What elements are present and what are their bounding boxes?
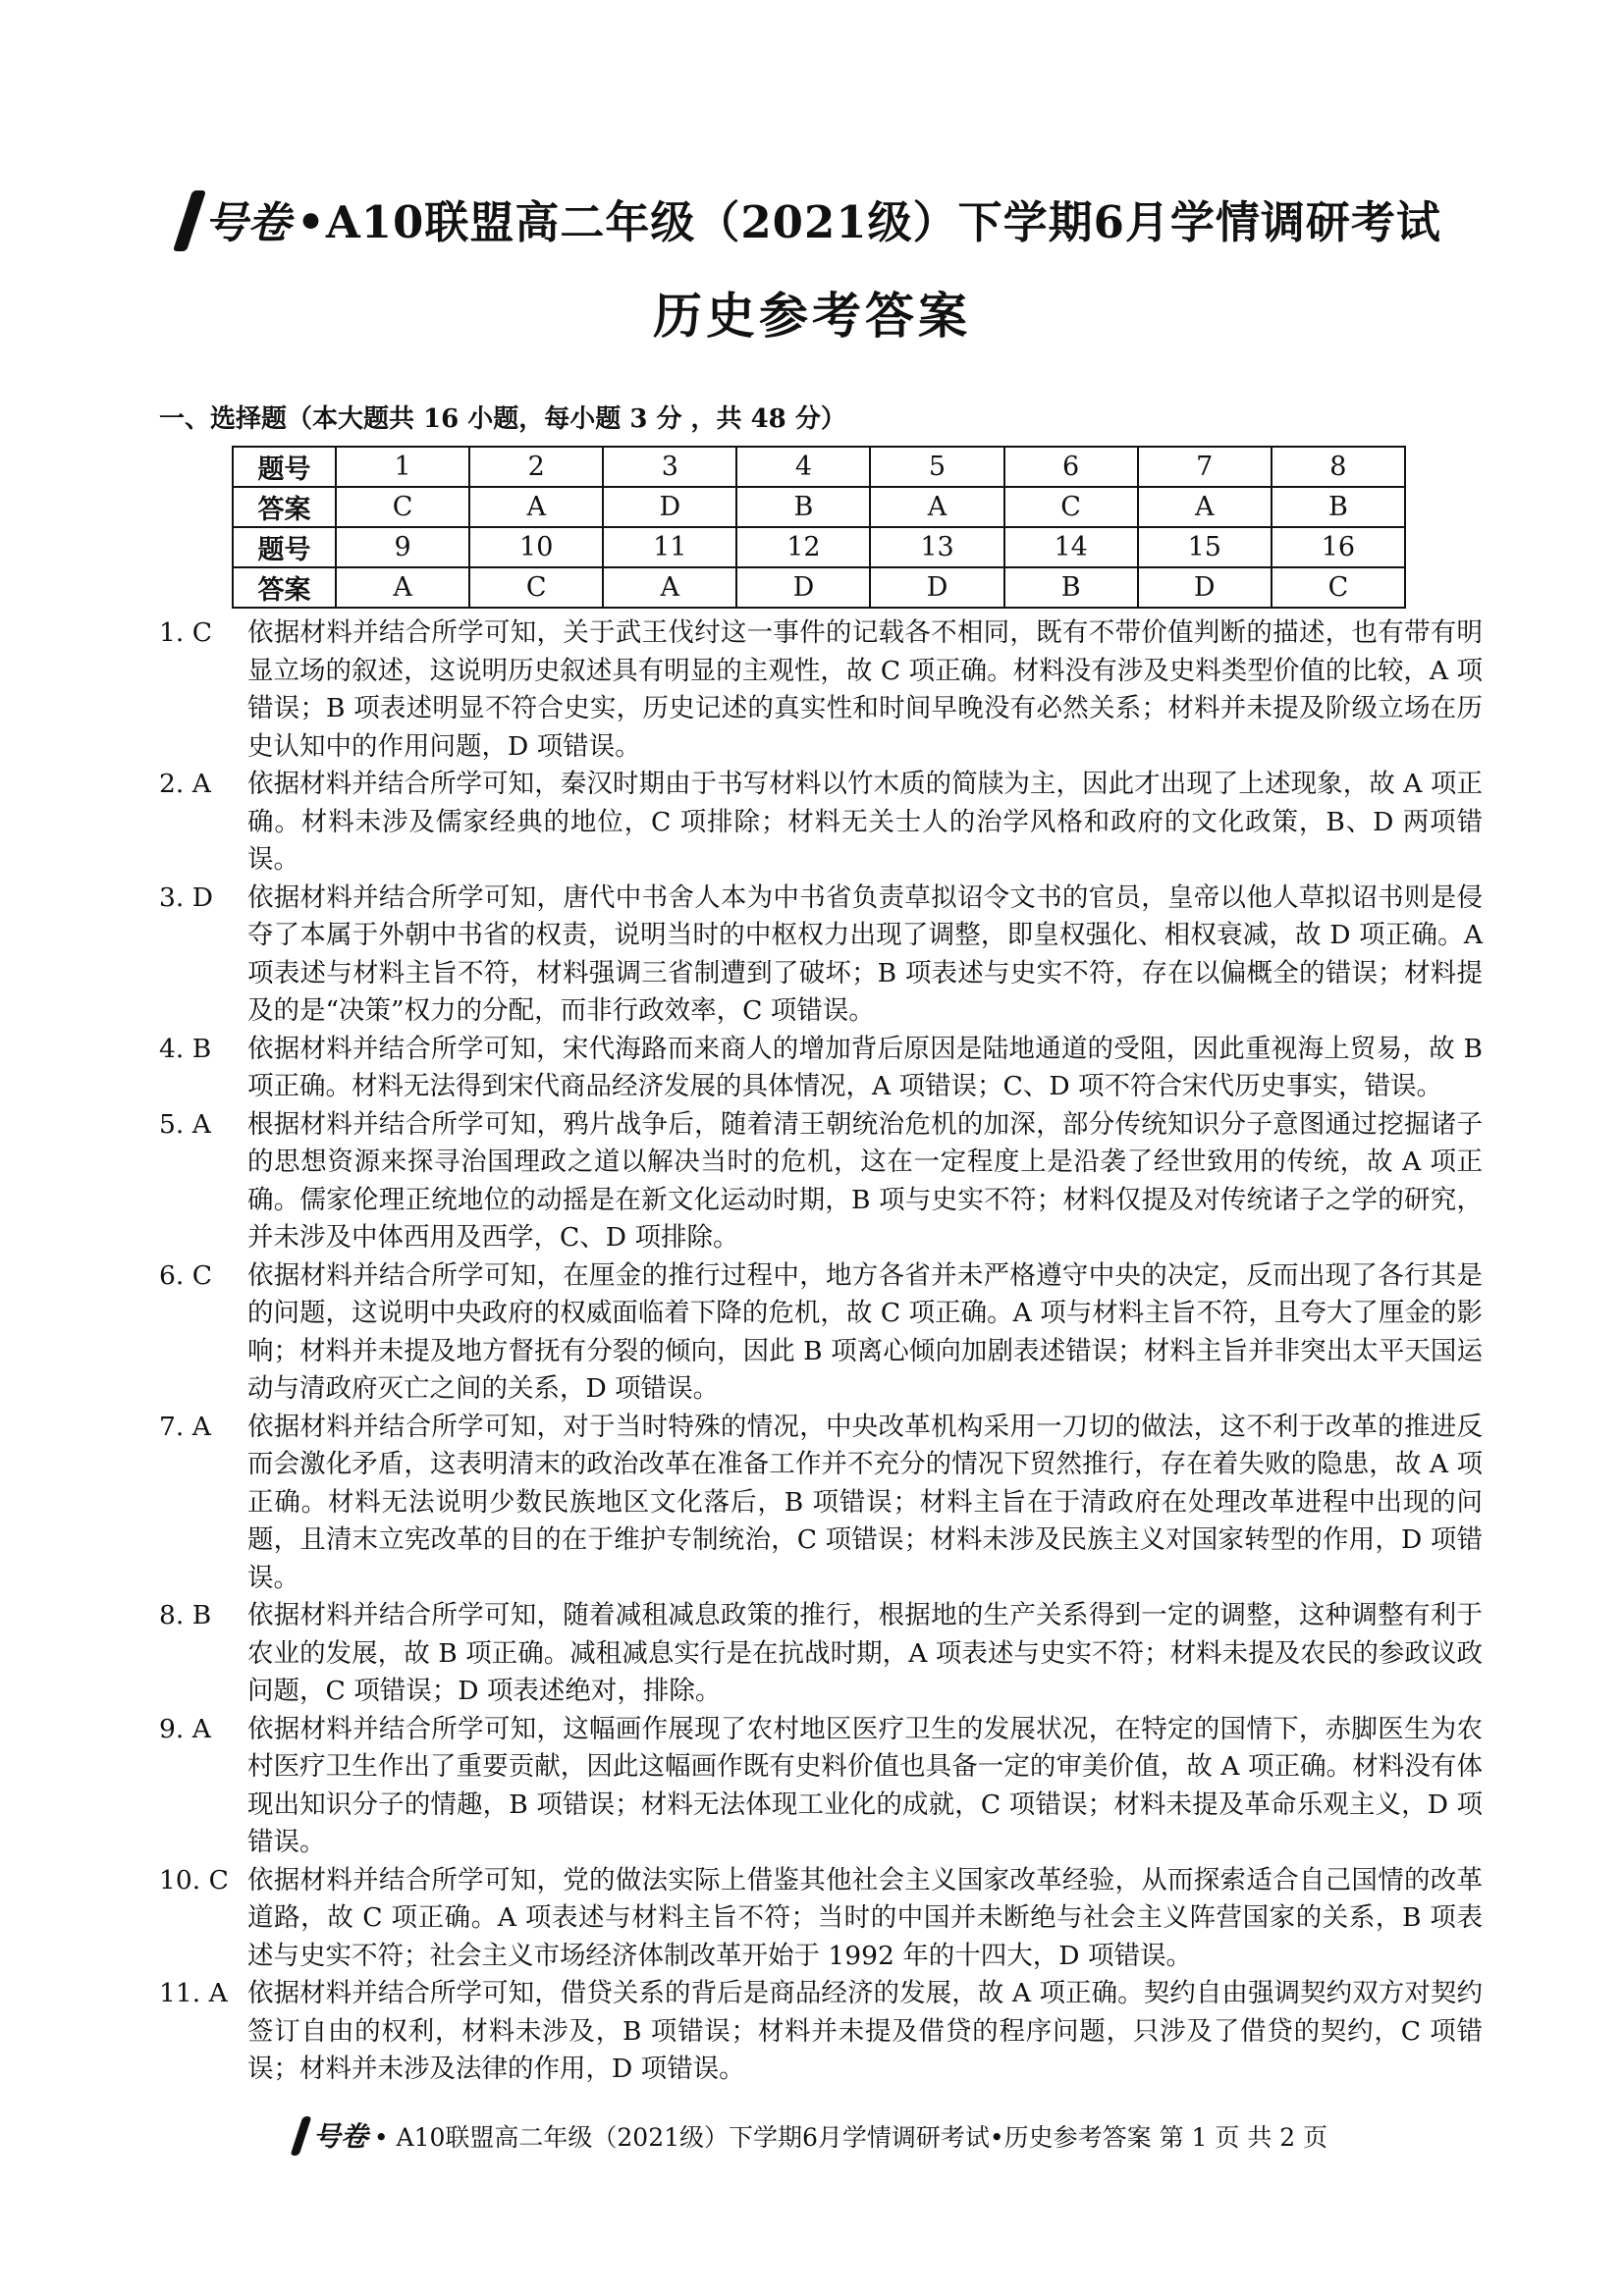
item-text: 依据材料并结合所学可知，借贷关系的背后是商品经济的发展，故 A 项正确。契约自由强调契约双方对契约签订自由的权利，材料未涉及，B 项错误；材料并未提及借贷的程序问题，只涉及了借贷的契约，C 项错误；材料并未涉及法律的作用，D 项错误。 <box>247 1978 1483 2084</box>
answer-cell: D <box>603 487 736 527</box>
item-number: 8. B <box>159 1600 212 1630</box>
answer-cell: C <box>469 567 603 608</box>
item-text: 依据材料并结合所学可知，宋代海路而来商人的增加背后原因是陆地通道的受阻，因此重视海上贸易，故 B 项正确。材料无法得到宋代商品经济发展的具体情况，A 项错误；C、D 项不符合宋代历史事实，错误。 <box>247 1033 1483 1101</box>
row-label: 答案 <box>233 567 336 608</box>
question-number: 12 <box>736 527 870 567</box>
answer-cell: D <box>736 567 870 608</box>
question-number: 5 <box>870 447 1003 487</box>
answer-cell: A <box>603 567 736 608</box>
answer-cell: A <box>336 567 469 608</box>
answer-cell: B <box>1004 567 1138 608</box>
list-item <box>159 1409 1483 1598</box>
item-number: 2. A <box>159 769 211 799</box>
item-text: 依据材料并结合所学可知，党的做法实际上借鉴其他社会主义国家改革经验，从而探索适合自己国情的改革道路，故 C 项正确。A 项表述与材料主旨不符；当时的中国并未断绝与社会主义阵营国家的关系，B 项表述与史实不符；社会主义市场经济体制改革开始于 1992 年的十四大，D 项错误。 <box>247 1864 1483 1971</box>
item-number: 7. A <box>159 1411 211 1442</box>
answer-cell: A <box>870 487 1003 527</box>
question-number: 3 <box>603 447 736 487</box>
item-number: 11. A <box>159 1978 228 2008</box>
list-item <box>159 880 1483 1031</box>
question-number: 10 <box>469 527 603 567</box>
brand-logo <box>183 187 291 251</box>
logo-text: 号卷 <box>204 198 292 248</box>
brush-stroke-icon <box>290 2116 311 2156</box>
footer-text: • A10联盟高二年级（2021级）下学期6月学情调研考试•历史参考答案 第 1 页 共 2 页 <box>373 2123 1328 2152</box>
item-number: 3. D <box>159 881 213 913</box>
document-title: •A10联盟高二年级（2021级）下学期6月学情调研考试 <box>297 196 1441 248</box>
item-number: 9. A <box>159 1713 211 1744</box>
answer-cell: D <box>870 567 1003 608</box>
list-item <box>159 1031 1483 1106</box>
item-text: 根据材料并结合所学可知，鸦片战争后，随着清王朝统治危机的加深，部分传统知识分子意图通过挖掘诸子的思想资源来探寻治国理政之道以解决当时的危机，这在一定程度上是沿袭了经世致用的传统，故 A 项正确。儒家伦理正统地位的动摇是在新文化运动时期，B 项与史实不符；材料仅提及对传统诸子之学的研究，并未涉及中体西用及西学，C、D 项排除。 <box>247 1108 1483 1253</box>
item-text: 依据材料并结合所学可知，在厘金的推行过程中，地方各省并未严格遵守中央的决定，反而出现了各行其是的问题，这说明中央政府的权威面临着下降的危机，故 C 项正确。A 项与材料主旨不符，且夸大了厘金的影响；材料并未提及地方督抚有分裂的倾向，因此 B 项离心倾向加剧表述错误；材料主旨并非突出太平天国运动与清政府灭亡之间的关系，D 项错误。 <box>247 1259 1483 1404</box>
question-number: 16 <box>1272 527 1405 567</box>
question-number: 6 <box>1004 447 1138 487</box>
answer-cell: C <box>1272 567 1405 608</box>
answer-table <box>232 446 1406 609</box>
item-number: 1. C <box>159 617 212 648</box>
question-number: 4 <box>736 447 870 487</box>
answer-cell: A <box>469 487 603 527</box>
answer-cell: B <box>1272 487 1405 527</box>
table-row <box>233 487 1405 527</box>
question-number: 14 <box>1004 527 1138 567</box>
item-number: 5. A <box>159 1108 211 1140</box>
answer-cell: B <box>736 487 870 527</box>
item-number: 6. C <box>159 1259 212 1291</box>
section-heading: 一、选择题（本大题共 16 小题，每小题 3 分 ，共 48 分） <box>159 404 846 434</box>
question-number: 9 <box>336 527 469 567</box>
item-text: 依据材料并结合所学可知，关于武王伐纣这一事件的记载各不相同，既有不带价值判断的描述，也有带有明显立场的叙述，这说明历史叙述具有明显的主观性，故 C 项正确。材料没有涉及史料类型价值的比较，A 项错误；B 项表述明显不符合史实，历史记述的真实性和时间早晚没有必然关系；材料并未提及阶级立场在历史认知中的作用问题，D 项错误。 <box>247 617 1483 762</box>
question-number: 2 <box>469 447 603 487</box>
answer-explanations <box>159 614 1483 2089</box>
question-number: 1 <box>336 447 469 487</box>
brush-stroke-icon <box>173 190 206 251</box>
item-text: 依据材料并结合所学可知，这幅画作展现了农村地区医疗卫生的发展状况，在特定的国情下，赤脚医生为农村医疗卫生作出了重要贡献，因此这幅画作既有史料价值也具备一定的审美价值，故 A 项正确。材料没有体现出知识分子的情趣，B 项错误；材料无法体现工业化的成就，C 项错误；材料未提及革命乐观主义，D 项错误。 <box>247 1713 1483 1857</box>
item-number: 10. C <box>159 1864 229 1896</box>
question-number: 13 <box>870 527 1003 567</box>
row-label: 答案 <box>233 487 336 527</box>
answer-cell: C <box>1004 487 1138 527</box>
list-item <box>159 1975 1483 2089</box>
table-row <box>233 447 1405 487</box>
table-row <box>233 567 1405 608</box>
question-number: 7 <box>1138 447 1272 487</box>
page-footer <box>0 2115 1624 2156</box>
answer-cell: C <box>336 487 469 527</box>
document-subtitle: 历史参考答案 <box>653 287 971 345</box>
title-row <box>0 187 1624 251</box>
footer-logo <box>297 2115 368 2156</box>
item-text: 依据材料并结合所学可知，对于当时特殊的情况，中央改革机构采用一刀切的做法，这不利于改革的推进反而会激化矛盾，这表明清末的政治改革在准备工作并不充分的情况下贸然推行，存在着失败的隐患，故 A 项正确。材料无法说明少数民族地区文化落后，B 项错误；材料主旨在于清政府在处理改革进程中出现的问题，且清末立宪改革的目的在于维护专制统治，C 项错误；材料未涉及民族主义对国家转型的作用，D 项错误。 <box>247 1411 1483 1593</box>
list-item <box>159 614 1483 766</box>
row-label: 题号 <box>233 447 336 487</box>
item-text: 依据材料并结合所学可知，秦汉时期由于书写材料以竹木质的简牍为主，因此才出现了上述现象，故 A 项正确。材料未涉及儒家经典的地位，C 项排除；材料无关士人的治学风格和政府的文化政策，B、D 两项错误。 <box>247 769 1483 875</box>
list-item <box>159 766 1483 880</box>
item-text: 依据材料并结合所学可知，唐代中书舍人本为中书省负责草拟诏令文书的官员，皇帝以他人草拟诏书则是侵夺了本属于外朝中书省的权责，说明当时的中枢权力出现了调整，即皇权强化、相权衰减，故 D 项正确。A 项表述与材料主旨不符，材料强调三省制遭到了破坏；B 项表述与史实不符，存在以偏概全的错误；材料提及的是“决策”权力的分配，而非行政效率，C 项错误。 <box>247 881 1483 1026</box>
list-item <box>159 1597 1483 1711</box>
question-number: 15 <box>1138 527 1272 567</box>
answer-cell: A <box>1138 487 1272 527</box>
list-item <box>159 1711 1483 1862</box>
item-text: 依据材料并结合所学可知，随着减租减息政策的推行，根据地的生产关系得到一定的调整，这种调整有利于农业的发展，故 B 项正确。减租减息实行是在抗战时期，A 项表述与史实不符；材料未提及农民的参政议政问题，C 项错误；D 项表述绝对，排除。 <box>247 1600 1483 1706</box>
row-label: 题号 <box>233 527 336 567</box>
list-item <box>159 1862 1483 1976</box>
list-item <box>159 1257 1483 1409</box>
table-row <box>233 527 1405 567</box>
question-number: 11 <box>603 527 736 567</box>
answer-cell: D <box>1138 567 1272 608</box>
question-number: 8 <box>1272 447 1405 487</box>
item-number: 4. B <box>159 1033 212 1064</box>
list-item <box>159 1106 1483 1257</box>
footer-logo-text: 号卷 <box>312 2120 368 2153</box>
